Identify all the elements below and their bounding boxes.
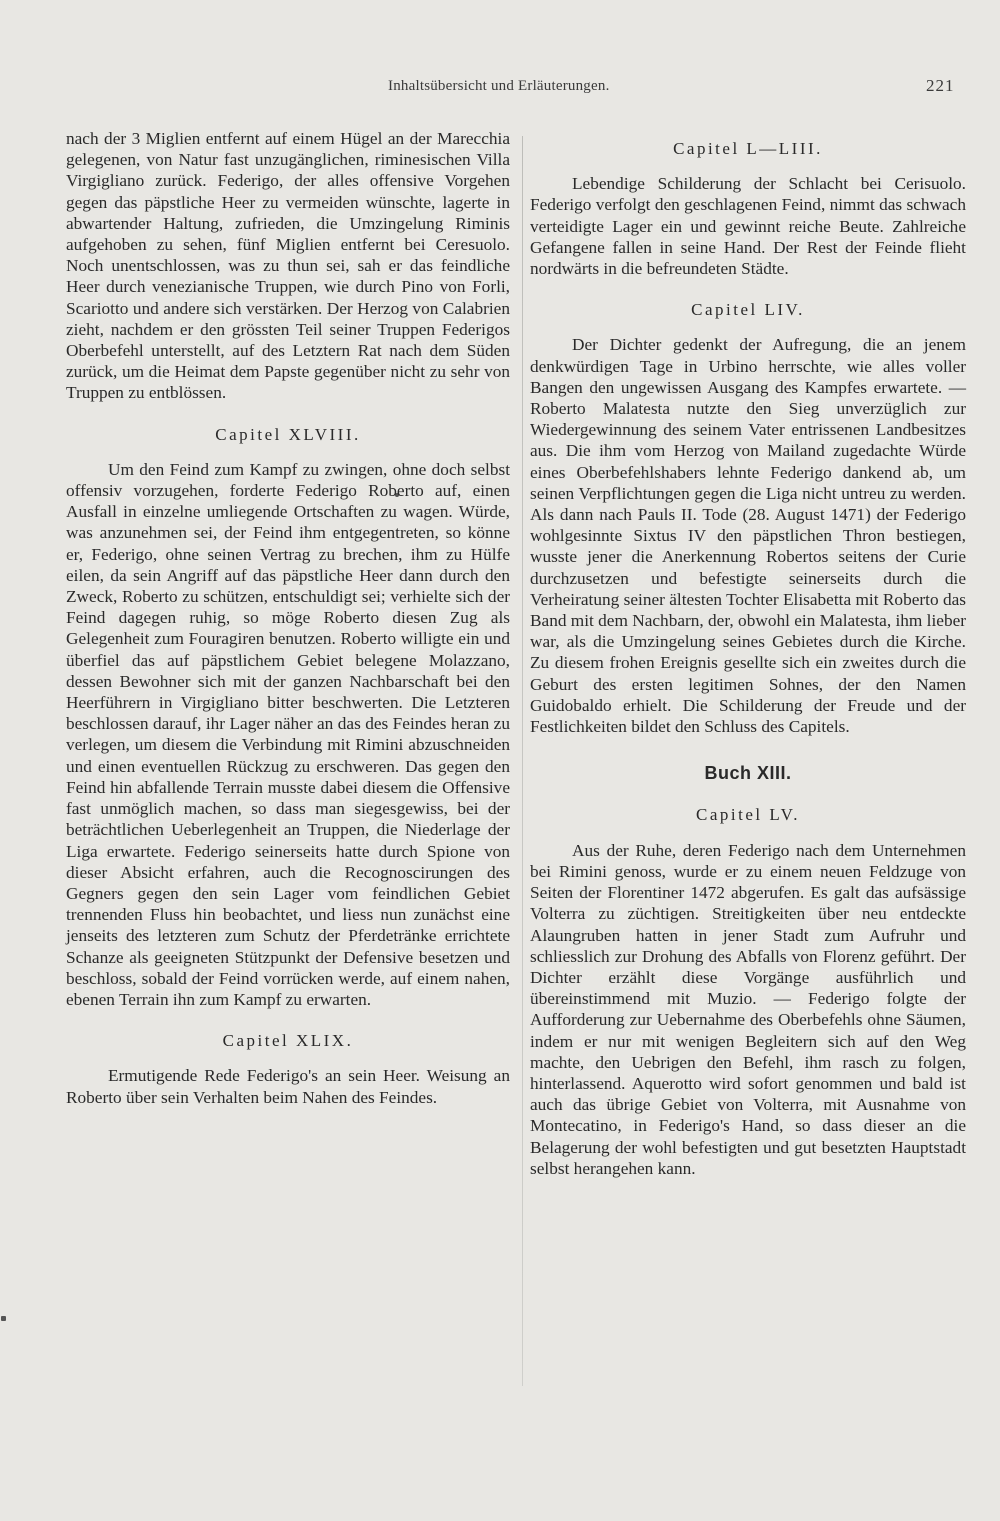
- paragraph-continued: nach der 3 Miglien entfernt auf einem Hügel an der Marecchia gelegenen, von Natur fast unzugänglichen, riminesischen Villa Virgigliano zurück. Federigo, der alles offensive Vorgehen gegen das päpstliche Heer zu vermeiden wünschte, lagerte in abwartender Haltung, zufrieden, die Umzingelung Riminis aufgehoben zu sehen, fünf Miglien entfernt bei Ceresuolo. Noch unentschlossen, was zu thun sei, sah er das feindliche Heer durch venezianische Truppen, wie durch Pino von Forli, Scariotto und andere sich verstärken. Der Herzog von Calabrien zieht, nachdem er den grössten Teil seiner Truppen Federigos Oberbefehl unterstellt, auf des Letztern Rat nach dem Süden zurück, um die Heimat dem Papste gegenüber nicht zu sehr von Truppen zu entblössen.: [66, 129, 510, 403]
- column-divider: [522, 136, 523, 1386]
- margin-mark: [1, 1316, 6, 1321]
- book-heading: Buch XIII.: [704, 763, 792, 784]
- chapter-heading-lv: Capitel LV.: [695, 805, 800, 825]
- running-title: Inhaltsübersicht und Erläuterungen.: [388, 78, 610, 94]
- page-number: 221: [926, 76, 955, 95]
- left-column: [66, 128, 510, 1108]
- chapter-heading-xlix: Capitel XLIX.: [222, 1031, 354, 1051]
- chapter-summary-lv: Aus der Ruhe, deren Federigo nach dem Unternehmen bei Rimini genoss, wurde er zu einem neuen Feldzuge von Seiten der Florentiner 1472 abgerufen. Es galt das aufsässige Volterra zu züchtigen. Streitigkeiten über neu entdeckte Alaungruben hatten in jener Stadt zum Aufruhr und schliesslich zur Drohung des Abfalls von Florenz geführt. Der Dichter erzählt diese Vorgänge ausführlich und übereinstimmend mit Muzio. — Federigo folgte der Aufforderung zur Uebernahme des Oberbefehls ohne Säumen, indem er nur mit wenigen Begleitern sich auf den Weg machte, den Uebrigen den Befehl, ihm rasch zu folgen, hinterlassend. Aquerotto wird sofort genommen und bald ist auch das übrige Gebiet von Volterra, mit Ausnahme von Montecatino, in Federigo's Hand, so dass dieser an die Belagerung der wohl befestigten und gut besetzten Hauptstadt selbst herangehen kann.: [530, 840, 966, 1178]
- chapter-summary-l-liii: Lebendige Schilderung der Schlacht bei Cerisuolo. Federigo verfolgt den geschlagenen Feind, nimmt das schwach verteidigte Lager ein und gewinnt reiche Beute. Zahlreiche Gefangene fallen in seine Hand. Der Rest der Feinde flieht nordwärts in die befreundeten Städte.: [530, 174, 966, 279]
- chapter-summary-xlviii: Um den Feind zum Kampf zu zwingen, ohne doch selbst offensiv vorzugehen, forderte Federigo Roberto auf, einen Ausfall in einzelne umliegende Ortschaften zu wagen. Würde, was anzunehmen sei, der Feind ihm entgegentreten, so könne er, Federigo, ohne seinen Vertrag zu brechen, ihm zu Hülfe eilen, da sein Angriff auf das päpstliche Heer dann durch den Zweck, Roberto zu schützen, entschuldigt sei; verhielte sich der Feind dagegen ruhig, so möge Roberto diesen Zug als Gelegenheit zum Fouragiren benutzen. Roberto willigte ein und überfiel das auf päpstlichem Gebiet belegene Molazzano, dessen Bewohner sich mit der ganzen Nachbarschaft bei den Heerführern in Virgigliano bitter beschwerten. Die Letzteren beschlossen darauf, ihr Lager näher an das des Feindes heran zu verlegen, um diesem die Verbindung mit Rimini abzuschneiden und einen eventuellen Rückzug zu erschweren. Das gegen den Feind hin abfallende Terrain musste dabei diesem die Offensive fast unmöglich machen, so dass man siegesgewiss, bei der beträchtlichen Ueberlegenheit an Truppen, die Niederlage der Liga erwartete. Federigo seinerseits hatte durch Spione von dieser Absicht erfahren, auch die Recognoscirungen des Gegners gegen den sein Lager vom feindlichen Gebiet trennenden Fluss hin beobachtet, und liess nun zunächst eine jenseits des letzteren zum Schutz der Pferdetränke errichtete Schanze als geeigneten Stützpunkt der Defensive besetzen und beschloss, sobald der Feind vorrücken werde, auf einem nahen, ebenen Terrain ihn zum Kampf zu erwarten.: [66, 459, 510, 1009]
- running-head: [0, 78, 1000, 102]
- chapter-heading-xlviii: Capitel XLVIII.: [215, 424, 361, 444]
- chapter-heading-liv: Capitel LIV.: [691, 300, 805, 320]
- chapter-summary-xlix: Ermutigende Rede Federigo's an sein Heer. Weisung an Roberto über sein Verhalten beim Nahen des Feindes.: [66, 1066, 510, 1107]
- chapter-heading-l-liii: Capitel L—LIII.: [673, 139, 823, 158]
- chapter-summary-liv: Der Dichter gedenkt der Aufregung, die an jenem denkwürdigen Tage in Urbino herrschte, wie alles voller Bangen den ungewissen Ausgang des Kampfes erwartete. — Roberto Malatesta nutzte den Sieg unverzüglich zur Wiedergewinnung des seinem Vater entrissenen Landbesitzes aus. Die ihm vom Herzog von Mailand zugedachte Würde eines Oberbefehlshabers lehnte Federigo dankend ab, um seinen Verpflichtungen gegen die Liga nicht untreu zu werden. Als dann nach Pauls II. Tode (28. August 1471) der Federigo wohlgesinnte Sixtus IV den päpstlichen Thron bestiegen, wusste jener die Anerkennung Robertos seitens der Curie durchzusetzen und befestigte seinerseits durch die Verheiratung seiner ältesten Tochter Elisabetta mit Roberto das Band mit dem Nachbarn, der, obwohl ein Malatesta, ihm lieber war, als die Umzingelung seines Gebietes durch die Kirche. Zu diesem frohen Ereignis gesellte sich ein zweites durch die Geburt des ersten legitimen Sohnes, der den Namen Guidobaldo erhielt. Die Schilderung der Freude und der Festlichkeiten bildet den Schluss des Capitels.: [530, 335, 967, 737]
- right-column: [530, 138, 966, 1179]
